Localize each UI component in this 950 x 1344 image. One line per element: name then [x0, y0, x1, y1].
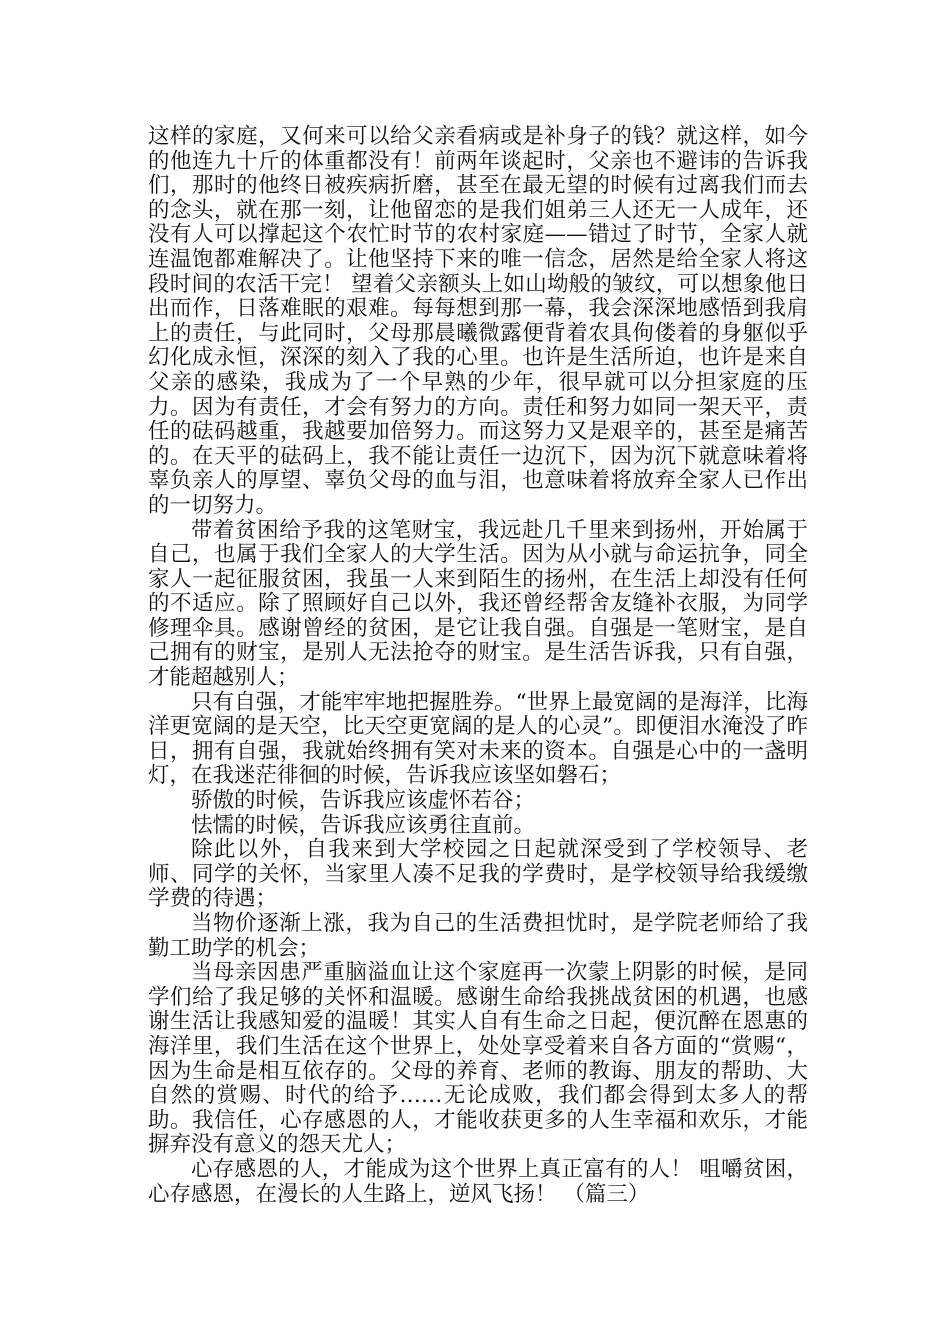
paragraph-3: 只有自强，才能牢牢地把握胜券。“世界上最宽阔的是海洋，比海洋更宽阔的是天空，比天空更宽阔的是人的心灵”。即便泪水淹没了昨日，拥有自强，我就始终拥有笑对未来的资本。自强是心中的一盏明灯，在我迷茫徘徊的时候，告诉我应该坚如磐石；	[148, 689, 808, 789]
paragraph-8: 当母亲因患严重脑溢血让这个家庭再一次蒙上阴影的时候，是同学们给了我足够的关怀和温暖。感谢生命给我挑战贫困的机遇，也感谢生活让我感知爱的温暖！其实人自有生命之日起，便沉醉在恩惠的海洋里，我们生活在这个世界上，处处享受着来自各方面的“赏赐“，因为生命是相互依存的。父母的养育、老师的教诲、朋友的帮助、大自然的赏赐、时代的给予……无论成败，我们都会得到太多人的帮助。我信任，心存感恩的人，才能收获更多的人生幸福和欢乐，才能摒弃没有意义的怨天尤人；	[148, 960, 808, 1158]
paragraph-4: 骄傲的时候，告诉我应该虚怀若谷；	[191, 788, 536, 814]
paragraph-5: 怯懦的时候，告诉我应该勇往直前。	[191, 812, 536, 838]
paragraph-1: 这样的家庭，又何来可以给父亲看病或是补身子的钱？就这样，如今的他连九十斤的体重都没有！前两年谈起时，父亲也不避讳的告诉我们，那时的他终日被疾病折磨，甚至在最无望的时候有过离我们而去的念头，就在那一刻，让他留恋的是我们姐弟三人还无一人成年，还没有人可以撑起这个农忙时节的农村家庭——错过了时节，全家人就连温饱都难解决了。让他坚持下来的唯一信念，居然是给全家人将这段时间的农活干完！ 望着父亲额头上如山坳般的皱纹，可以想象他日出而作，日落难眠的艰难。每每想到那一幕，我会深深地感悟到我肩上的责任，与此同时，父母那晨曦微露便背着农具佝偻着的身躯似乎幻化成永恒，深深的刻入了我的心里。也许是生活所迫，也许是来自父亲的感染，我成为了一个早熟的少年，很早就可以分担家庭的压力。因为有责任，才会有努力的方向。责任和努力如同一架天平，责任的砝码越重，我越要加倍努力。而这努力又是艰辛的，甚至是痛苦的。在天平的砝码上，我不能让责任一边沉下，因为沉下就意味着将辜负亲人的厚望、辜负父母的血与泪，也意味着将放弃全家人已作出的一切努力。	[148, 124, 808, 518]
paragraph-6: 除此以外，自我来到大学校园之日起就深受到了学校领导、老师、同学的关怀，当家里人凑不足我的学费时，是学校领导给我缓缴学费的待遇；	[148, 837, 808, 912]
paragraph-9: 心存感恩的人，才能成为这个世界上真正富有的人！ 咀嚼贫困，心存感恩，在漫长的人生路上，逆风飞扬！ （篇三）	[148, 1156, 808, 1207]
essay-body	[148, 125, 808, 1207]
paragraph-2: 带着贫困给予我的这笔财宝，我远赴几千里来到扬州，开始属于自己，也属于我们全家人的大学生活。因为从小就与命运抗争，同全家人一起征服贫困，我虽一人来到陌生的扬州，在生活上却没有任何的不适应。除了照顾好自己以外，我还曾经帮舍友缝补衣服，为同学修理伞具。感谢曾经的贫困，是它让我自强。自强是一笔财宝，是自己拥有的财宝，是别人无法抢夺的财宝。是生活告诉我，只有自强，才能超越别人；	[148, 517, 808, 691]
paragraph-7: 当物价逐渐上涨，我为自己的生活费担忧时，是学院老师给了我勤工助学的机会；	[148, 911, 808, 961]
